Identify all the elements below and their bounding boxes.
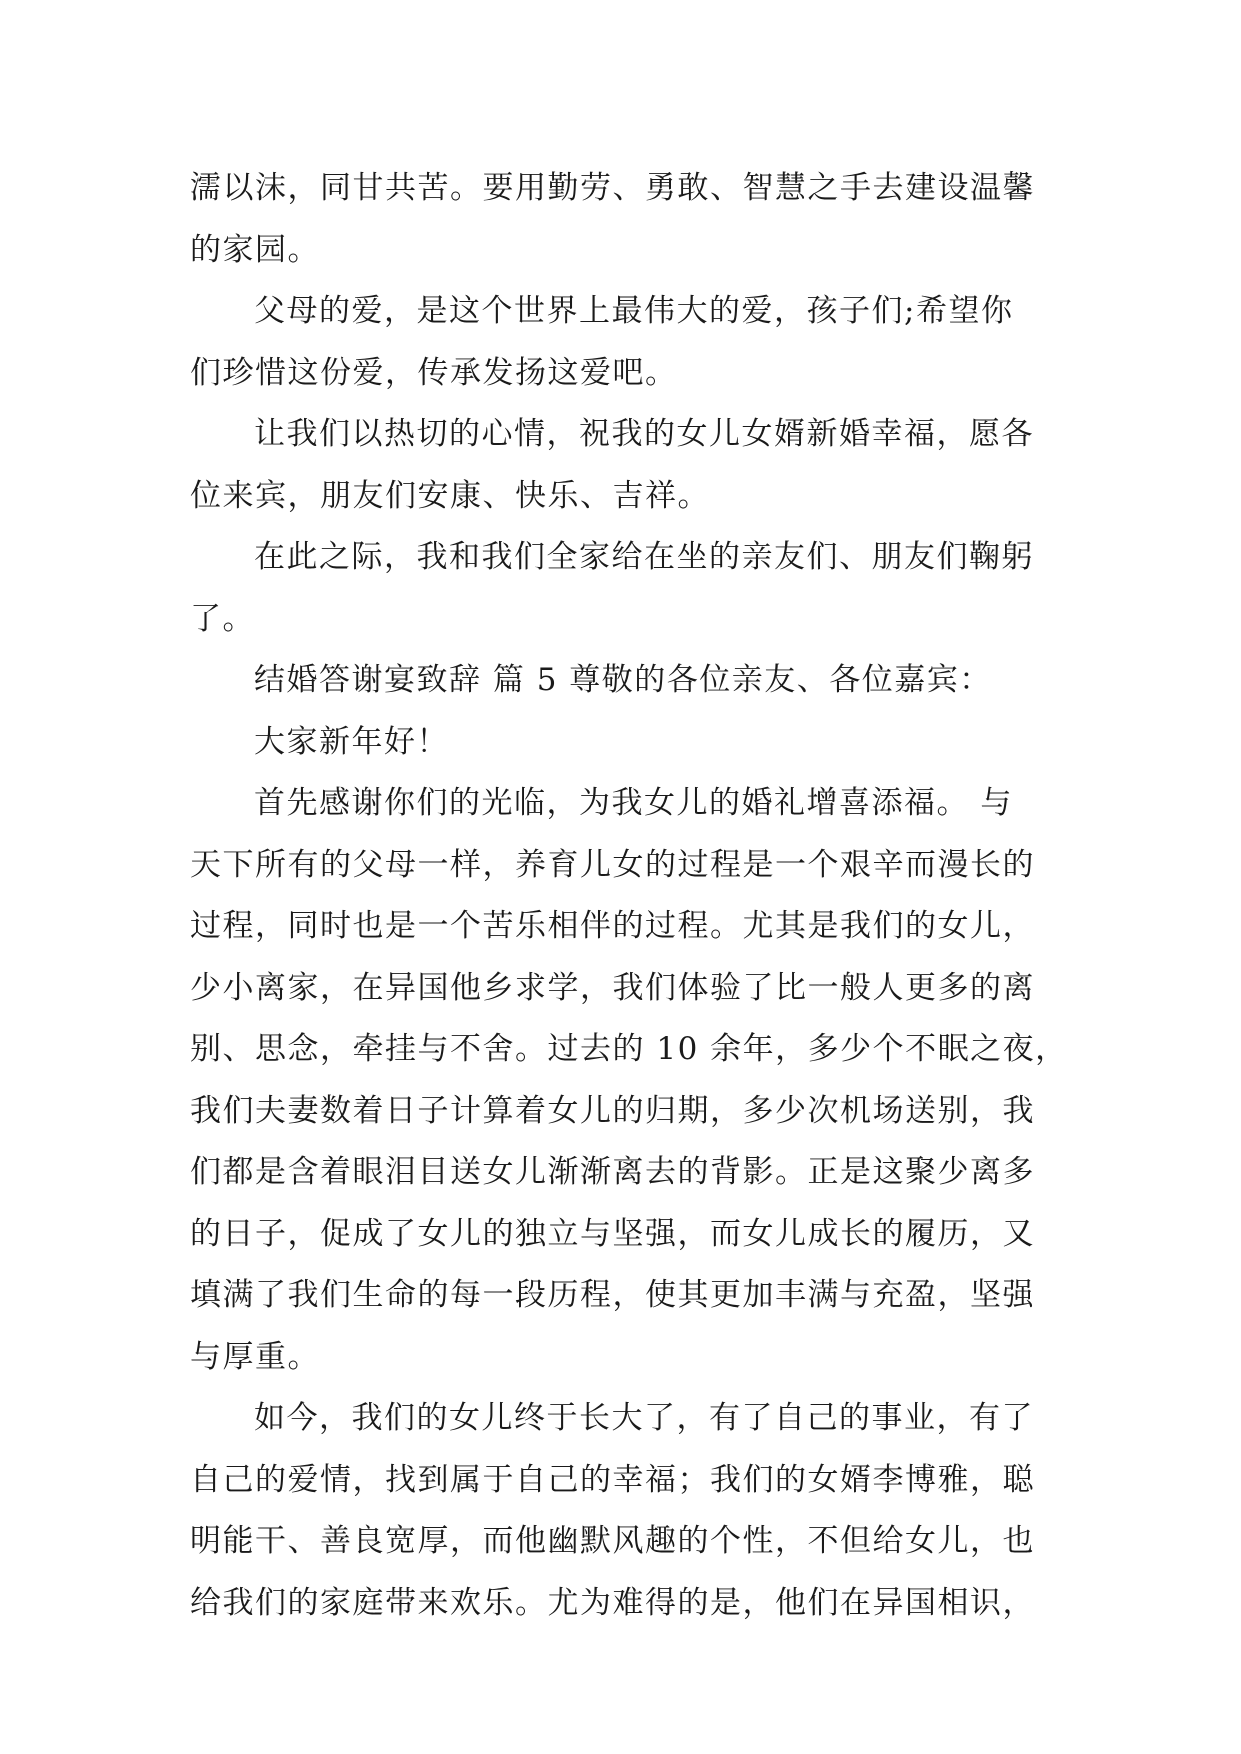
text-line: 如今，我们的女儿终于长大了，有了自己的事业，有了 [254,1400,1034,1436]
text-line: 天下所有的父母一样，养育儿女的过程是一个艰辛而漫长的 [190,846,1035,883]
text-line: 们珍惜这份爱，传承发扬这爱吧。 [190,354,678,391]
document-body [190,158,1070,1634]
text-line: 与厚重。 [190,1338,320,1375]
text-line: 让我们以热切的心情，祝我的女儿女婿新婚幸福，愿各 [254,416,1034,452]
text-line: 首先感谢你们的光临，为我女儿的婚礼增喜添福。 与 [254,785,1013,821]
text-line: 我们夫妻数着日子计算着女儿的归期，多少次机场送别，我 [190,1092,1035,1129]
text-line: 的家园。 [190,231,320,268]
section-heading-line: 结婚答谢宴致辞 篇 5 尊敬的各位亲友、各位嘉宾： [254,662,992,698]
text-line: 给我们的家庭带来欢乐。尤为难得的是，他们在异国相识， [190,1584,1035,1621]
text-line: 在此之际，我和我们全家给在坐的亲友们、朋友们鞠躬 [254,539,1034,575]
text-line: 的日子，促成了女儿的独立与坚强，而女儿成长的履历，又 [190,1215,1035,1252]
text-line: 过程，同时也是一个苦乐相伴的过程。尤其是我们的女儿， [190,908,1035,944]
text-line: 少小离家，在异国他乡求学，我们体验了比一般人更多的离 [190,969,1035,1006]
text-line: 了。 [190,600,255,637]
text-line: 父母的爱，是这个世界上最伟大的爱，孩子们;希望你 [254,293,1014,329]
text-line: 明能干、善良宽厚，而他幽默风趣的个性，不但给女儿，也 [190,1523,1035,1559]
text-line: 填满了我们生命的每一段历程，使其更加丰满与充盈，坚强 [190,1277,1035,1313]
text-line: 位来宾，朋友们安康、快乐、吉祥。 [190,477,710,514]
text-line: 别、思念，牵挂与不舍。过去的 10 余年，多少个不眠之夜， [190,1031,1068,1067]
text-line: 们都是含着眼泪目送女儿渐渐离去的背影。正是这聚少离多 [190,1154,1035,1190]
greeting-line: 大家新年好！ [254,723,449,760]
text-line: 自己的爱情，找到属于自己的幸福；我们的女婿李博雅，聪 [190,1461,1035,1498]
text-line: 濡以沫，同甘共苦。要用勤劳、勇敢、智慧之手去建设温馨 [190,170,1035,206]
